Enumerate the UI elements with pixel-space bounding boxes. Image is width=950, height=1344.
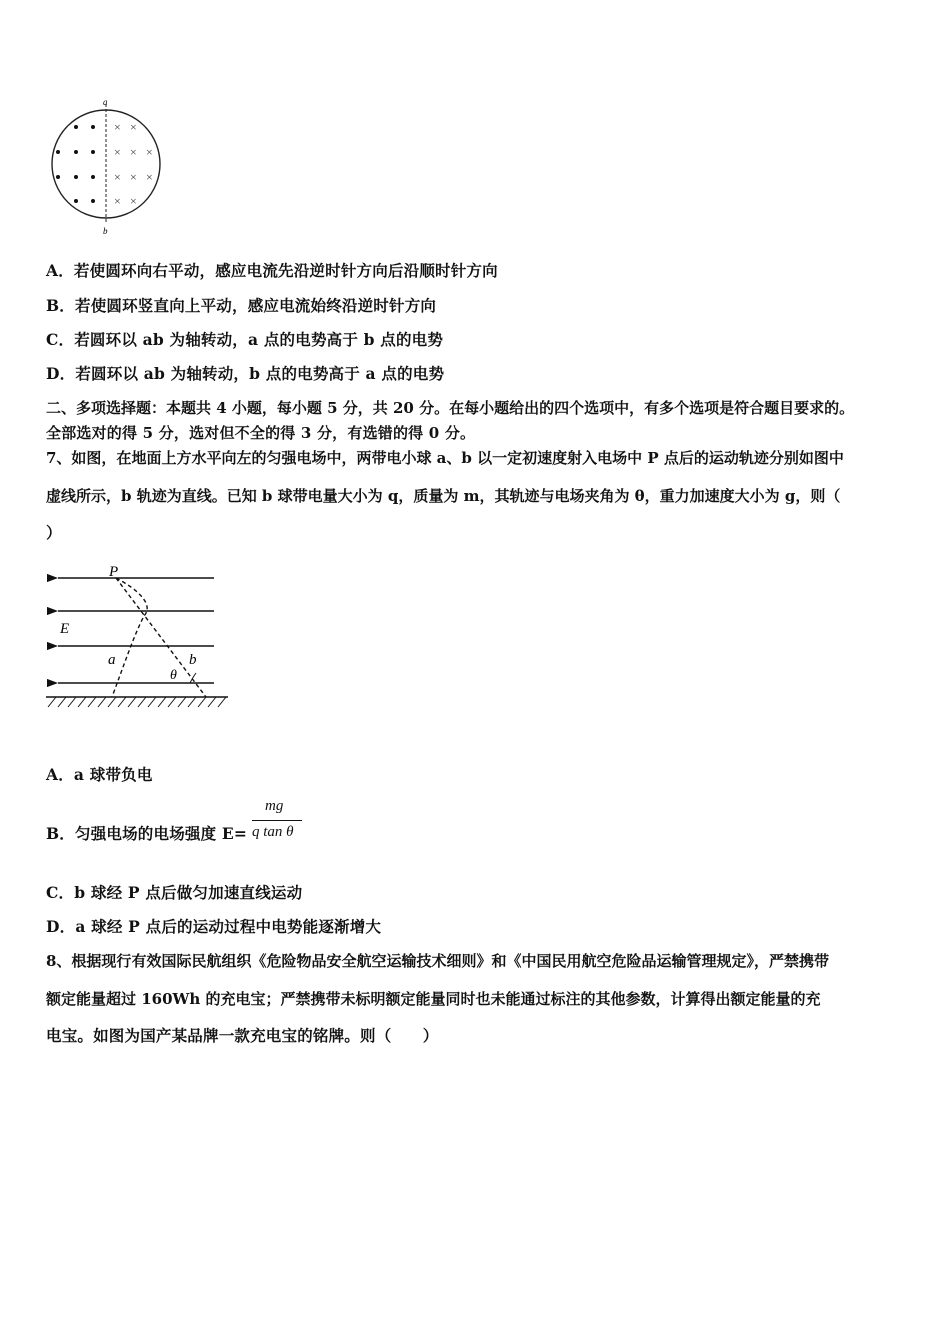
field-crosses — [114, 120, 153, 208]
svg-text:×: × — [130, 170, 137, 184]
q6-option-a: A．若使圆环向右平动，感应电流先沿逆时针方向后沿顺时针方向 — [46, 261, 498, 280]
svg-text:×: × — [114, 170, 121, 184]
field-dots — [56, 125, 95, 203]
q7-option-c: C．b 球经 P 点后做匀加速直线运动 — [46, 883, 303, 902]
q7-option-a: A．a 球带负电 — [46, 765, 153, 784]
svg-text:×: × — [130, 194, 137, 208]
ground-hatching — [48, 697, 226, 707]
svg-text:×: × — [114, 120, 121, 134]
trajectory-b-label: b — [189, 652, 197, 668]
q7-stem-line3: ） — [46, 523, 62, 542]
fraction-denominator: q tan θ — [252, 824, 294, 840]
point-p-label: P — [109, 564, 119, 580]
svg-text:×: × — [114, 194, 121, 208]
q6-option-c: C．若圆环以 ab 为轴转动，a 点的电势高于 b 点的电势 — [46, 330, 444, 349]
q6-option-d: D．若圆环以 ab 为轴转动，b 点的电势高于 a 点的电势 — [46, 364, 445, 383]
theta-arc — [190, 673, 196, 683]
point-b-label: b — [103, 226, 108, 236]
svg-text:×: × — [130, 145, 137, 159]
fraction-numerator: mg — [265, 798, 284, 814]
field-e-label: E — [60, 621, 70, 637]
theta-label: θ — [170, 668, 177, 683]
q8-stem-line2: 额定能量超过 160Wh 的充电宝；严禁携带未标明额定能量同时也未能通过标注的其他参数，计算得出额定能量的充 — [46, 990, 821, 1008]
q7-stem-line2: 虚线所示，b 轨迹为直线。已知 b 球带电量大小为 q，质量为 m，其轨迹与电场夹角为 θ，重力加速度大小为 g，则（ — [46, 487, 841, 505]
q7-stem-line1: 7、如图，在地面上方水平向左的匀强电场中，两带电小球 a、b 以一定初速度射入电场中 P 点后的运动轨迹分别如图中 — [46, 449, 844, 467]
svg-text:×: × — [114, 145, 121, 159]
svg-text:×: × — [130, 120, 137, 134]
svg-text:×: × — [146, 170, 153, 184]
magnetic-field-ring-figure — [44, 98, 169, 238]
q6-option-b: B．若使圆环竖直向上平动，感应电流始终沿逆时针方向 — [46, 296, 437, 315]
q7-option-d: D．a 球经 P 点后的运动过程中电势能逐渐增大 — [46, 917, 382, 936]
q8-stem-line1: 8、根据现行有效国际民航组织《危险物品安全航空运输技术细则》和《中国民用航空危险品运输管理规定》，严禁携带 — [46, 952, 829, 970]
point-a-label: a — [103, 98, 108, 107]
svg-text:×: × — [146, 145, 153, 159]
section2-heading-cont: 全部选对的得 5 分，选对但不全的得 3 分，有选错的得 0 分。 — [46, 424, 476, 442]
q8-stem-line3: 电宝。如图为国产某品牌一款充电宝的铭牌。则（ ） — [46, 1026, 439, 1045]
fraction-bar — [252, 820, 302, 821]
trajectory-a-label: a — [108, 652, 116, 668]
electric-field-trajectory-figure — [44, 560, 234, 715]
q7-option-b: B．匀强电场的电场强度 E= — [46, 824, 248, 843]
section2-heading: 二、多项选择题：本题共 4 小题，每小题 5 分，共 20 分。在每小题给出的四个选项中，有多个选项是符合题目要求的。 — [46, 399, 855, 417]
